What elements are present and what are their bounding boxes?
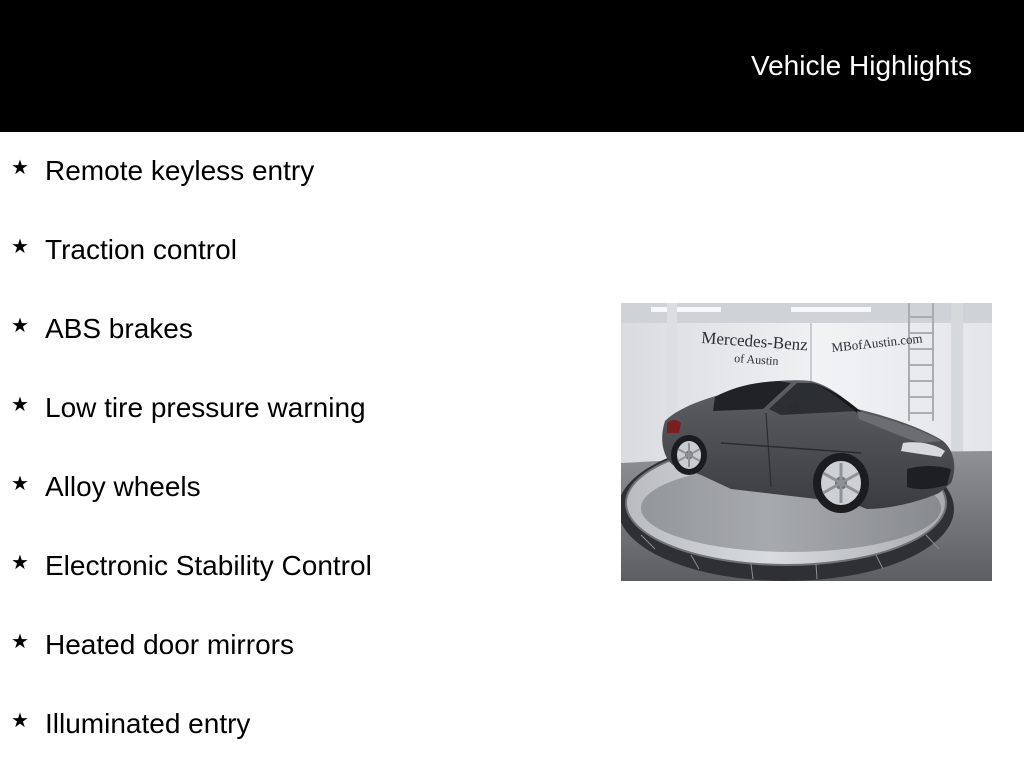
front-wheel	[813, 453, 869, 513]
star-icon: ★	[11, 234, 29, 258]
star-icon: ★	[11, 629, 29, 653]
star-icon: ★	[11, 313, 29, 337]
header-bar	[0, 0, 1024, 132]
feature-label: Electronic Stability Control	[45, 550, 372, 581]
vehicle-photo	[621, 303, 992, 581]
wall-location-text: of Austin	[733, 351, 780, 369]
star-icon: ★	[11, 155, 29, 179]
star-icon: ★	[11, 708, 29, 732]
ceiling-light	[791, 307, 871, 312]
car-grille	[907, 466, 951, 489]
ceiling-light	[651, 307, 721, 312]
vehicle-photo-illustration	[621, 303, 992, 581]
page-title: Vehicle Highlights	[750, 50, 972, 81]
wall-site-text: MBofAustin.com	[830, 330, 924, 355]
feature-label: Traction control	[45, 234, 237, 265]
feature-label: Remote keyless entry	[45, 155, 315, 186]
star-icon: ★	[11, 550, 29, 574]
wall-column	[951, 303, 963, 453]
rear-wheel	[671, 435, 707, 475]
feature-label: ABS brakes	[45, 313, 193, 344]
car-taillight	[667, 420, 681, 433]
feature-label: Heated door mirrors	[45, 629, 294, 660]
star-icon: ★	[11, 471, 29, 495]
feature-label: Illuminated entry	[45, 708, 251, 739]
feature-label: Alloy wheels	[45, 471, 201, 502]
star-icon: ★	[11, 392, 29, 416]
wall-brand-text: Mercedes-Benz	[700, 328, 809, 355]
feature-label: Low tire pressure warning	[45, 392, 366, 423]
